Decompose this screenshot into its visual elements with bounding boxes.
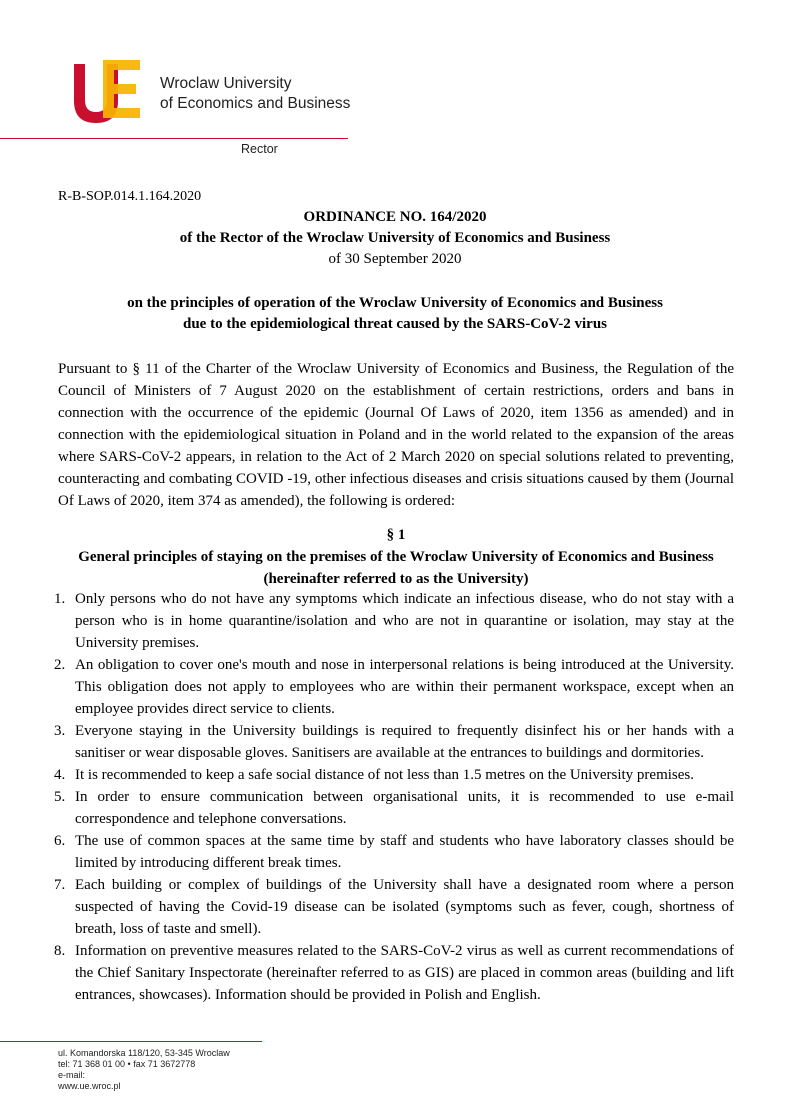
list-item bbox=[54, 874, 734, 940]
document-subject bbox=[0, 293, 790, 335]
footer-address: ul. Komandorska 118/120, 53-345 Wroclaw bbox=[58, 1048, 230, 1058]
footer-contact bbox=[58, 1048, 230, 1092]
section-number: § 1 bbox=[386, 527, 406, 543]
rules-list bbox=[54, 588, 734, 1006]
list-item-number: 2. bbox=[54, 657, 66, 673]
list-item bbox=[54, 940, 734, 1006]
header-divider bbox=[0, 138, 348, 139]
list-item-text: Only persons who do not have any symptoms which indicate an infectious disease, who do not stay with a person who is in home quarantine/isolation and who are not in quarantine or isolation, may stay at the University premises. bbox=[75, 591, 734, 651]
office-label: Rector bbox=[241, 142, 278, 156]
list-item bbox=[54, 588, 734, 654]
footer-website[interactable]: www.ue.wroc.pl bbox=[58, 1081, 121, 1091]
document-subject-line1: on the principles of operation of the Wroclaw University of Economics and Business bbox=[127, 295, 663, 311]
university-name bbox=[160, 74, 350, 114]
university-name-line1: Wroclaw University bbox=[160, 75, 292, 92]
list-item-text: In order to ensure communication between organisational units, it is recommended to use e-mail correspondence and telephone conversations. bbox=[75, 789, 734, 827]
section-title-line1: General principles of staying on the premises of the Wroclaw University of Economics and Business bbox=[78, 549, 714, 565]
list-item-number: 7. bbox=[54, 877, 66, 893]
list-item bbox=[54, 830, 734, 874]
section-heading bbox=[58, 524, 734, 590]
document-issuer: of the Rector of the Wroclaw University of Economics and Business bbox=[179, 230, 611, 246]
list-item-number: 3. bbox=[54, 723, 66, 739]
list-item bbox=[54, 764, 734, 786]
university-name-line2: of Economics and Business bbox=[160, 95, 351, 112]
list-item-number: 8. bbox=[54, 943, 66, 959]
list-item-text: Each building or complex of buildings of the University shall have a designated room where a person suspected of having the Covid-19 disease can be isolated (symptoms such as fever, cough, shortness of breath, loss of taste and smell). bbox=[75, 877, 734, 937]
preamble-paragraph: Pursuant to § 11 of the Charter of the Wroclaw University of Economics and Business, the Regulation of the Council of Ministers of 7 August 2020 on the establishment of certain restrictions, orders and bans in connection with the occurrence of the epidemic (Journal Of Laws of 2020, item 1356 as amended) and in connection with the epidemiological situation in Poland and in the world related to the expansion of the areas where SARS-CoV-2 appears, in relation to the Act of 2 March 2020 on special solutions related to preventing, counteracting and combating COVID -19, other infectious diseases and crisis situations caused by them (Journal Of Laws of 2020, item 374 as amended), the following is ordered: bbox=[58, 361, 734, 509]
document-subject-line2: due to the epidemiological threat caused by the SARS-CoV-2 virus bbox=[182, 316, 608, 332]
document-date: of 30 September 2020 bbox=[328, 251, 462, 267]
list-item-text: The use of common spaces at the same time by staff and students who have laboratory classes should be limited by introducing different break times. bbox=[75, 833, 734, 871]
footer-email: e-mail: bbox=[58, 1070, 86, 1080]
list-item-text: It is recommended to keep a safe social distance of not less than 1.5 metres on the University premises. bbox=[75, 767, 694, 783]
list-item bbox=[54, 786, 734, 830]
document-title: ORDINANCE NO. 164/2020 bbox=[303, 209, 487, 225]
list-item-text: An obligation to cover one's mouth and nose in interpersonal relations is being introduced at the University. This obligation does not apply to employees who are within their permanent workspace, except when an employee provides direct service to clients. bbox=[75, 657, 734, 717]
list-item-number: 1. bbox=[54, 591, 66, 607]
list-item-number: 4. bbox=[54, 767, 66, 783]
university-logo bbox=[72, 58, 352, 128]
document-reference: R-B-SOP.014.1.164.2020 bbox=[58, 189, 202, 204]
list-item-number: 6. bbox=[54, 833, 66, 849]
footer-phone: tel: 71 368 01 00 • fax 71 3672778 bbox=[58, 1059, 196, 1069]
footer-divider bbox=[0, 1041, 262, 1042]
list-item-text: Information on preventive measures related to the SARS-CoV-2 virus as well as current recommendations of the Chief Sanitary Inspectorate (hereinafter referred to as GIS) are placed in common areas (building and lift entrances, showcases). Information should be provided in Polish and English. bbox=[75, 943, 734, 1003]
list-item-text: Everyone staying in the University buildings is required to frequently disinfect his or her hands with a sanitiser or wear disposable gloves. Sanitisers are available at the entrances to buildings and dormitories. bbox=[75, 723, 734, 761]
list-item-number: 5. bbox=[54, 789, 66, 805]
ue-logo-icon bbox=[72, 58, 142, 124]
list-item bbox=[54, 720, 734, 764]
section-title-line2: (hereinafter referred to as the University) bbox=[263, 571, 529, 587]
document-title-block bbox=[0, 207, 790, 270]
list-item bbox=[54, 654, 734, 720]
